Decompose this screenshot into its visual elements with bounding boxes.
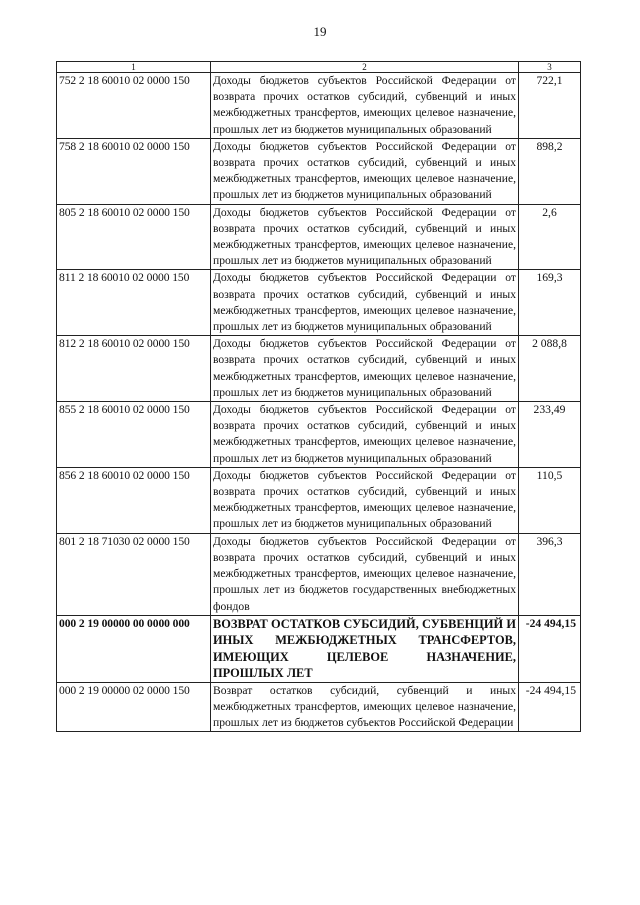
classification-code: 855 2 18 60010 02 0000 150 (57, 402, 211, 468)
table-row (57, 682, 581, 732)
table-row (57, 336, 581, 402)
classification-code: 801 2 18 71030 02 0000 150 (57, 533, 211, 615)
classification-code: 856 2 18 60010 02 0000 150 (57, 467, 211, 533)
table-row (57, 533, 581, 615)
classification-code: 811 2 18 60010 02 0000 150 (57, 270, 211, 336)
budget-table (56, 61, 581, 732)
table-row-section-total (57, 615, 581, 682)
table-body (57, 73, 581, 732)
table-header-row (57, 62, 581, 73)
revenue-description: Доходы бюджетов субъектов Российской Федерации от возврата прочих остатков субсидий, субвенций и иных межбюджетных трансфертов, имеющих целевое назначение, прошлых лет из бюджетов муниципальных образований (211, 138, 519, 204)
classification-code: 000 2 19 00000 00 0000 000 (57, 615, 211, 682)
amount-value: 110,5 (519, 467, 581, 533)
table-row (57, 270, 581, 336)
column-header-1: 1 (57, 62, 211, 73)
classification-code: 812 2 18 60010 02 0000 150 (57, 336, 211, 402)
amount-value: 2 088,8 (519, 336, 581, 402)
amount-value: 722,1 (519, 73, 581, 139)
table-row (57, 73, 581, 139)
table-row (57, 402, 581, 468)
classification-code: 752 2 18 60010 02 0000 150 (57, 73, 211, 139)
revenue-description: Доходы бюджетов субъектов Российской Федерации от возврата прочих остатков субсидий, субвенций и иных межбюджетных трансфертов, имеющих целевое назначение, прошлых лет из бюджетов государственных внебюджетных фондов (211, 533, 519, 615)
classification-code: 758 2 18 60010 02 0000 150 (57, 138, 211, 204)
classification-code: 805 2 18 60010 02 0000 150 (57, 204, 211, 270)
classification-code: 000 2 19 00000 02 0000 150 (57, 682, 211, 732)
page-number: 19 (313, 24, 327, 39)
revenue-description: Доходы бюджетов субъектов Российской Федерации от возврата прочих остатков субсидий, субвенций и иных межбюджетных трансфертов, имеющих целевое назначение, прошлых лет из бюджетов муниципальных образований (211, 73, 519, 139)
amount-value: 396,3 (519, 533, 581, 615)
revenue-description: Возврат остатков субсидий, субвенций и иных межбюджетных трансфертов, имеющих целевое назначение, прошлых лет из бюджетов субъектов Российской Федерации (211, 682, 519, 732)
table-row (57, 204, 581, 270)
revenue-description: Доходы бюджетов субъектов Российской Федерации от возврата прочих остатков субсидий, субвенций и иных межбюджетных трансфертов, имеющих целевое назначение, прошлых лет из бюджетов муниципальных образований (211, 402, 519, 468)
amount-value: -24 494,15 (519, 615, 581, 682)
table-row (57, 138, 581, 204)
table-row (57, 467, 581, 533)
amount-value: -24 494,15 (519, 682, 581, 732)
amount-value: 233,49 (519, 402, 581, 468)
amount-value: 169,3 (519, 270, 581, 336)
revenue-description: Доходы бюджетов субъектов Российской Федерации от возврата прочих остатков субсидий, субвенций и иных межбюджетных трансфертов, имеющих целевое назначение, прошлых лет из бюджетов муниципальных образований (211, 467, 519, 533)
revenue-description: Доходы бюджетов субъектов Российской Федерации от возврата прочих остатков субсидий, субвенций и иных межбюджетных трансфертов, имеющих целевое назначение, прошлых лет из бюджетов муниципальных образований (211, 270, 519, 336)
column-header-3: 3 (519, 62, 581, 73)
amount-value: 2,6 (519, 204, 581, 270)
revenue-description: Доходы бюджетов субъектов Российской Федерации от возврата прочих остатков субсидий, субвенций и иных межбюджетных трансфертов, имеющих целевое назначение, прошлых лет из бюджетов муниципальных образований (211, 336, 519, 402)
amount-value: 898,2 (519, 138, 581, 204)
section-title: ВОЗВРАТ ОСТАТКОВ СУБСИДИЙ, СУБВЕНЦИЙ И ИНЫХ МЕЖБЮДЖЕТНЫХ ТРАНСФЕРТОВ, ИМЕЮЩИХ ЦЕЛЕВОЕ НАЗНАЧЕНИЕ, ПРОШЛЫХ ЛЕТ (211, 615, 519, 682)
revenue-description: Доходы бюджетов субъектов Российской Федерации от возврата прочих остатков субсидий, субвенций и иных межбюджетных трансфертов, имеющих целевое назначение, прошлых лет из бюджетов муниципальных образований (211, 204, 519, 270)
column-header-2: 2 (211, 62, 519, 73)
